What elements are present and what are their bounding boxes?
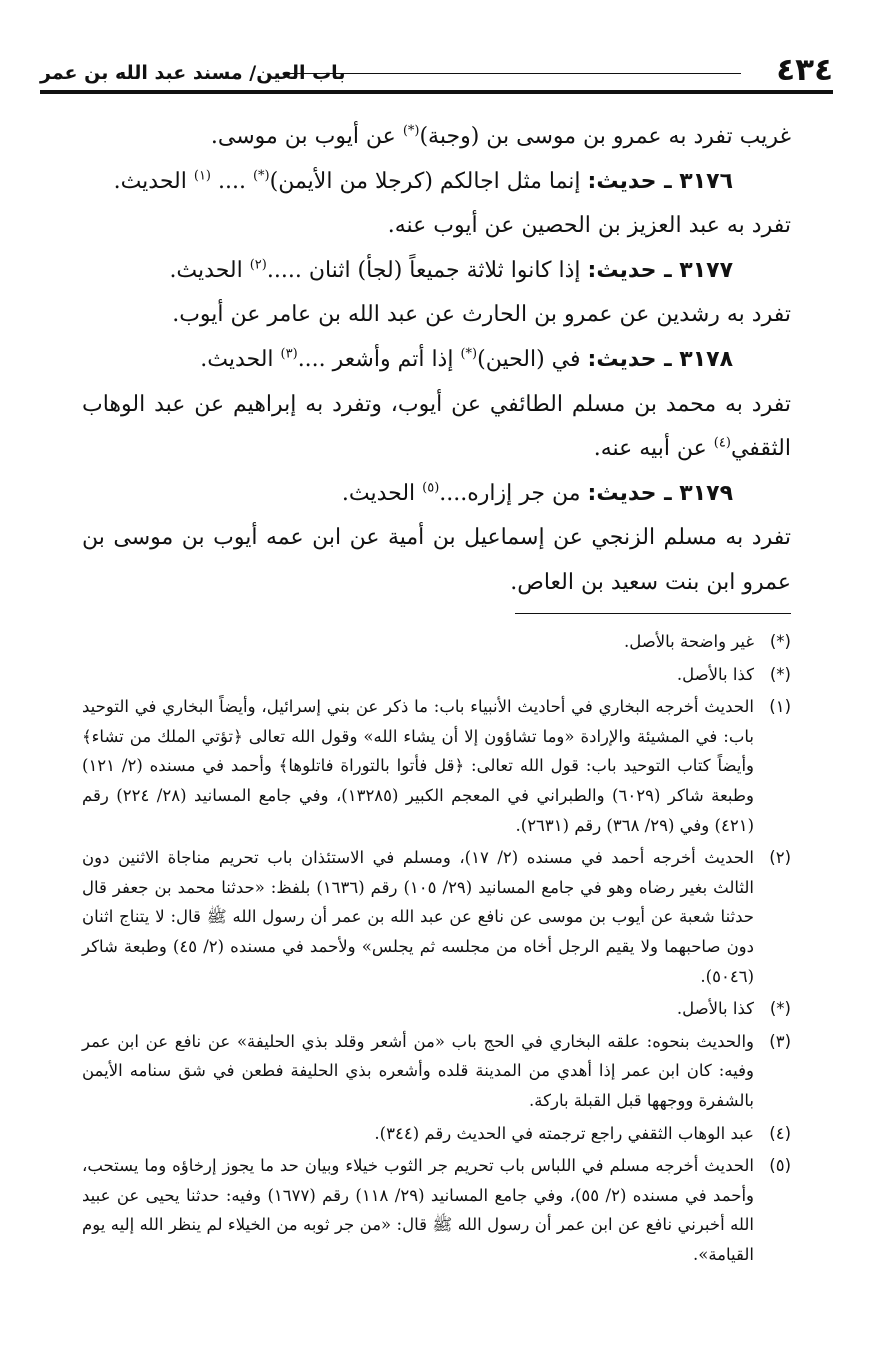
hadith-number: ٣١٧٧ ـ حديث: — [587, 257, 733, 283]
footnote-marker: (*) — [402, 123, 420, 139]
footnote-separator — [515, 613, 791, 614]
footnote-ref: (٣) — [280, 346, 298, 362]
hadith-3176: ٣١٧٦ ـ حديث: إنما مثل اجالكم (كرجلا من الأيمن)(*) .... $^{(١)}$ الحديث. — [113, 168, 733, 194]
paragraph: غريب تفرد به عمرو بن موسى بن (وجبة)(*) عن أيوب بن موسى. — [210, 123, 791, 149]
footnote-ref: (٤) — [713, 435, 731, 451]
footnote-ref: (٥) — [422, 480, 440, 496]
footnote-1: (١) الحديث أخرجه البخاري في أحاديث الأنبياء باب: ما ذكر عن بني إسرائيل، وأيضاً البخاري في التوحيد باب: في المشيئة والإرادة «وما تشاؤون إلا أن يشاء الله» وقول الله تعالى ﴿تؤتي الملك من تشاء﴾ وأيضاً كتاب التوحيد باب: قول الله تعالى: ﴿قل فأتوا بالتوراة فاتلوها﴾ وأحمد في مسنده (٢/ ١٢١) وطبعة شاكر (٦٠٢٩) والطبراني في المعجم الكبير (١٣٢٨٥)، وفي جامع المسانيد (٢٨/ ٢٢٤) رقم (٤٢١) وفي (٢٩/ ٣٦٨) رقم (٢٦٣١). — [82, 697, 791, 835]
paragraph: تفرد به عبد العزيز بن الحصين عن أيوب عنه. — [387, 213, 791, 239]
running-title: باب العين/ مسند عبد الله بن عمر — [40, 62, 346, 84]
header-rule — [290, 73, 741, 74]
footnote-ref: (٢) — [249, 257, 267, 273]
footnote-4: (٤) عبد الوهاب الثقفي راجع ترجمته في الحديث رقم (٣٤٤). — [374, 1123, 791, 1143]
page-number: ٤٣٤ — [776, 52, 833, 88]
paragraph: تفرد به رشدين عن عمرو بن الحارث عن عبد الله بن عامر عن أيوب. — [172, 302, 791, 328]
hadith-number: ٣١٧٦ ـ حديث: — [587, 168, 733, 194]
hadith-3178: ٣١٧٨ ـ حديث: في (الحين)(*) إذا أتم وأشعر ....$^{(٣)}$ الحديث. — [200, 346, 733, 372]
hadith-number: ٣١٧٩ ـ حديث: — [587, 480, 733, 506]
footnote-star: (*) غير واضحة بالأصل. — [623, 632, 791, 651]
footnote-star: (*) كذا بالأصل. — [676, 999, 791, 1019]
paragraph: تفرد به مسلم الزنجي عن إسماعيل بن أمية عن ابن عمه أيوب بن موسى بن عمرو ابن بنت سعيد بن العاص. — [82, 525, 791, 595]
footnotes — [82, 627, 791, 1272]
footnote-ref: (١) — [193, 168, 211, 184]
hadith-number: ٣١٧٨ ـ حديث: — [587, 346, 733, 372]
footnote-star: (*) كذا بالأصل. — [676, 664, 791, 684]
footnote-marker: (*) — [252, 168, 270, 184]
hadith-3179: ٣١٧٩ ـ حديث: من جر إزاره....$^{(٥)}$ الحديث. — [341, 480, 733, 506]
hadith-3177: ٣١٧٧ ـ حديث: إذا كانوا ثلاثة جميعاً (لجأ) اثنان .....$^{(٢)}$ الحديث. — [169, 257, 733, 283]
footnote-3: (٣) والحديث بنحوه: علقه البخاري في الحج باب «من أشعر وقلد بذي الحليفة» عن نافع عن ابن عمر وفيه: كان ابن عمر إذا أهدي من المدينة قلده وأشعره بذي الحليفة فطعن في شق سنامه الأيمن بالشفرة ووجهها قبل القبلة باركة. — [82, 1031, 791, 1110]
footnote-2: (٢) الحديث أخرجه أحمد في مسنده (٢/ ١٧)، ومسلم في الاستئذان باب تحريم مناجاة الاثنين دون الثالث بغير رضاه وهو في جامع المسانيد (٢٩/ ١٠٥) رقم (١٦٣٦) بلفظ: «حدثنا محمد بن جعفر قال حدثنا شعبة عن أيوب بن موسى عن نافع عن عبد الله بن عمر أن رسول الله ﷺ قال: لا يتناج اثنان دون صاحبهما ولا يقيم الرجل أخاه من مجلسه ثم يجلس» ولأحمد في مسنده (٢/ ٤٥) وطبعة شاكر (٥٠٤٦). — [82, 848, 791, 986]
footnote-marker: (*) — [460, 346, 478, 362]
running-header — [40, 48, 833, 94]
main-text — [82, 115, 791, 606]
footnote-5: (٥) الحديث أخرجه مسلم في اللباس باب تحريم جر الثوب خيلاء وبيان حد ما يجوز إرخاؤه وما يستحب، وأحمد في مسنده (٢/ ٥٥)، وفي جامع المسانيد (٢٩/ ١١٨) رقم (١٦٧٧) وفيه: حدثنا يحيى عن عبيد الله أخبرني نافع عن ابن عمر أن رسول الله ﷺ قال: «من جر ثوبه من الخيلاء لم ينظر الله إليه يوم القيامة». — [82, 1156, 791, 1264]
paragraph: تفرد به محمد بن مسلم الطائفي عن أيوب، وتفرد به إبراهيم عن عبد الوهاب الثقفي$^{(٤)}$ عن أبيه عنه. — [82, 391, 791, 462]
